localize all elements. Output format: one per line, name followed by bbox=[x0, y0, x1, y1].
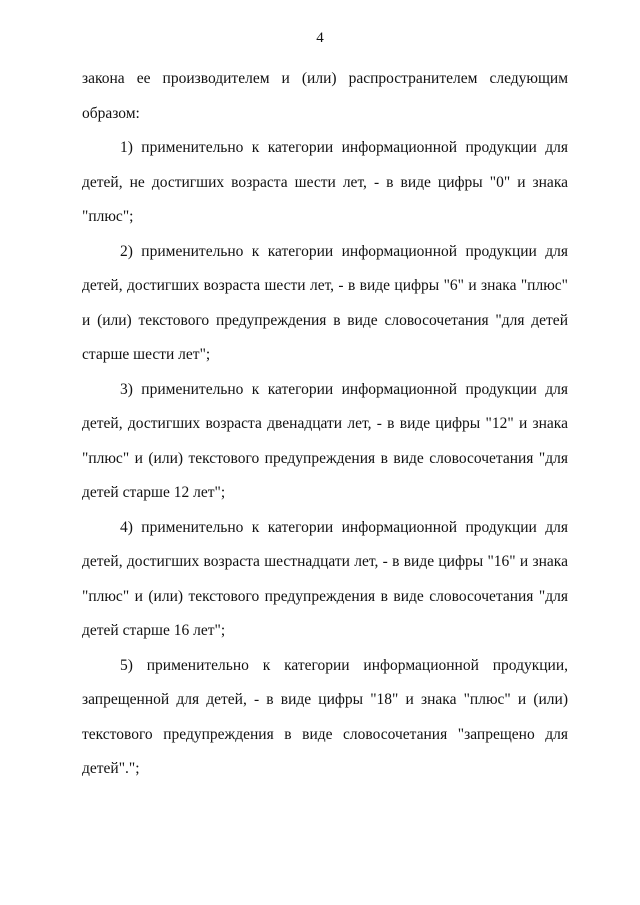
text-line: детей старше 12 лет"; bbox=[82, 484, 226, 501]
list-item-3 bbox=[82, 373, 568, 511]
list-item-5 bbox=[82, 649, 568, 787]
document-body bbox=[82, 62, 568, 787]
text-line: образом: bbox=[82, 104, 140, 122]
text-line: старше шести лет"; bbox=[82, 346, 211, 363]
text-line: детей"."; bbox=[82, 760, 140, 777]
text-line: "плюс" и (или) текстового предупреждения в виде словосочетания "для bbox=[82, 587, 568, 605]
text-line: "плюс"; bbox=[82, 208, 134, 225]
list-item-1 bbox=[82, 131, 568, 235]
text-line: детей, достигших возраста шестнадцати лет, - в виде цифры "16" и знака bbox=[82, 553, 568, 570]
text-line: "плюс" и (или) текстового предупреждения в виде словосочетания "для bbox=[82, 449, 568, 467]
list-item-2 bbox=[82, 235, 568, 373]
text-line: текстового предупреждения в виде словосочетания "запрещено для bbox=[82, 725, 568, 743]
text-line: 2) применительно к категории информационной продукции для bbox=[120, 242, 568, 260]
text-line: детей, достигших возраста двенадцати лет, - в виде цифры "12" и знака bbox=[82, 415, 568, 432]
text-line: 4) применительно к категории информационной продукции для bbox=[120, 518, 568, 536]
page-number: 4 bbox=[316, 30, 324, 46]
list-item-4 bbox=[82, 511, 568, 649]
text-line: детей старше 16 лет"; bbox=[82, 622, 226, 639]
text-line: и (или) текстового предупреждения в виде словосочетания "для детей bbox=[82, 311, 568, 329]
text-line: детей, достигших возраста шести лет, - в виде цифры "6" и знака "плюс" bbox=[82, 277, 568, 294]
text-line: 1) применительно к категории информационной продукции для bbox=[120, 139, 568, 156]
text-line: закона ее производителем и (или) распространителем следующим bbox=[82, 70, 568, 87]
text-line: детей, не достигших возраста шести лет, - в виде цифры "0" и знака bbox=[82, 173, 568, 191]
text-line: запрещенной для детей, - в виде цифры "18" и знака "плюс" и (или) bbox=[82, 691, 568, 708]
text-line: 3) применительно к категории информационной продукции для bbox=[120, 380, 568, 398]
text-line: 5) применительно к категории информационной продукции, bbox=[120, 656, 568, 674]
